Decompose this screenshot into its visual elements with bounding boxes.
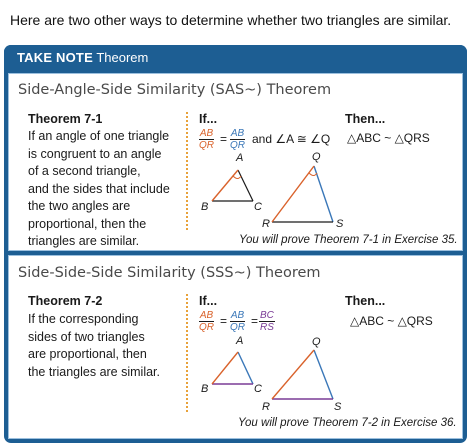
sas-if-label: If... — [199, 112, 218, 126]
sss-vertex-b: B — [201, 383, 209, 395]
sss-fraction-3 — [259, 310, 275, 333]
sas-divider — [186, 112, 188, 230]
sas-vertex-a: A — [236, 152, 244, 164]
fraction-numerator: AB — [230, 128, 245, 139]
sas-body-line: is congruent to an angle — [28, 146, 162, 161]
sss-proof-note: You will prove Theorem 7-2 in Exercise 36. — [238, 417, 457, 429]
sss-body-line: are proportional, then — [28, 347, 147, 361]
sas-vertex-q: Q — [312, 151, 321, 163]
sas-body-line: proportional, then the — [28, 216, 147, 231]
header-title — [17, 50, 148, 65]
sas-body-line: the two angles are — [28, 199, 131, 213]
sss-divider — [186, 294, 188, 412]
fraction-numerator: BC — [260, 310, 274, 321]
intro-text: Here are two other ways to determine whether two triangles are similar. — [10, 12, 452, 28]
sas-then-label: Then... — [345, 112, 386, 126]
fraction-denominator: QR — [199, 322, 214, 333]
sss-body-line: If the corresponding — [28, 312, 139, 326]
sss-body-line: the triangles are similar. — [28, 364, 161, 379]
sas-fraction-1 — [198, 128, 215, 151]
fraction-numerator: AB — [199, 128, 214, 139]
sss-fraction-2 — [229, 310, 246, 333]
sss-vertex-q: Q — [312, 336, 321, 348]
sss-if-label: If... — [199, 294, 218, 308]
fraction-numerator: AB — [199, 310, 214, 321]
sas-body-line: of a second triangle, — [28, 164, 141, 178]
sas-title: Side-Angle-Side Similarity (SAS~) Theorem — [18, 82, 332, 98]
fraction-denominator: QR — [199, 140, 214, 151]
header-category: Theorem — [96, 50, 149, 65]
sas-body-line: If an angle of one triangle — [28, 129, 170, 143]
sas-equals: = — [220, 132, 228, 146]
sss-equals-1: = — [220, 314, 228, 328]
sss-vertex-a: A — [236, 335, 244, 347]
take-note-label: TAKE NOTE — [17, 50, 93, 65]
sss-vertex-r: R — [262, 401, 270, 413]
sas-angle-statement: and ∠A ≅ ∠Q — [252, 132, 331, 146]
fraction-denominator: RS — [260, 322, 274, 333]
sss-conclusion: △ABC ~ △QRS — [350, 314, 433, 328]
fraction-denominator: QR — [230, 322, 245, 333]
sas-body-line: triangles are similar. — [28, 234, 140, 248]
sas-conclusion: △ABC ~ △QRS — [347, 131, 430, 145]
sss-title: Side-Side-Side Similarity (SSS~) Theorem — [18, 265, 321, 281]
sas-body-line: and the sides that include — [28, 181, 170, 196]
sss-vertex-c: C — [254, 383, 262, 395]
fraction-denominator: QR — [230, 140, 245, 151]
sas-vertex-r: R — [262, 218, 270, 230]
sss-body-line: sides of two triangles — [28, 329, 145, 344]
sas-proof-note: You will prove Theorem 7-1 in Exercise 35. — [239, 234, 458, 246]
sss-then-label: Then... — [345, 294, 386, 308]
sas-vertex-s: S — [336, 218, 344, 230]
fraction-numerator: AB — [230, 310, 245, 321]
sss-theorem-body — [28, 311, 160, 381]
sss-fraction-1 — [198, 310, 215, 333]
sas-vertex-c: C — [254, 201, 262, 213]
sas-theorem-body — [28, 128, 170, 251]
sas-vertex-b: B — [201, 201, 209, 213]
sss-theorem-label: Theorem 7-2 — [28, 294, 103, 308]
sas-theorem-label: Theorem 7-1 — [28, 112, 103, 126]
sas-fraction-2 — [229, 128, 246, 151]
sss-equals-2: = — [251, 314, 259, 328]
sss-vertex-s: S — [334, 401, 342, 413]
